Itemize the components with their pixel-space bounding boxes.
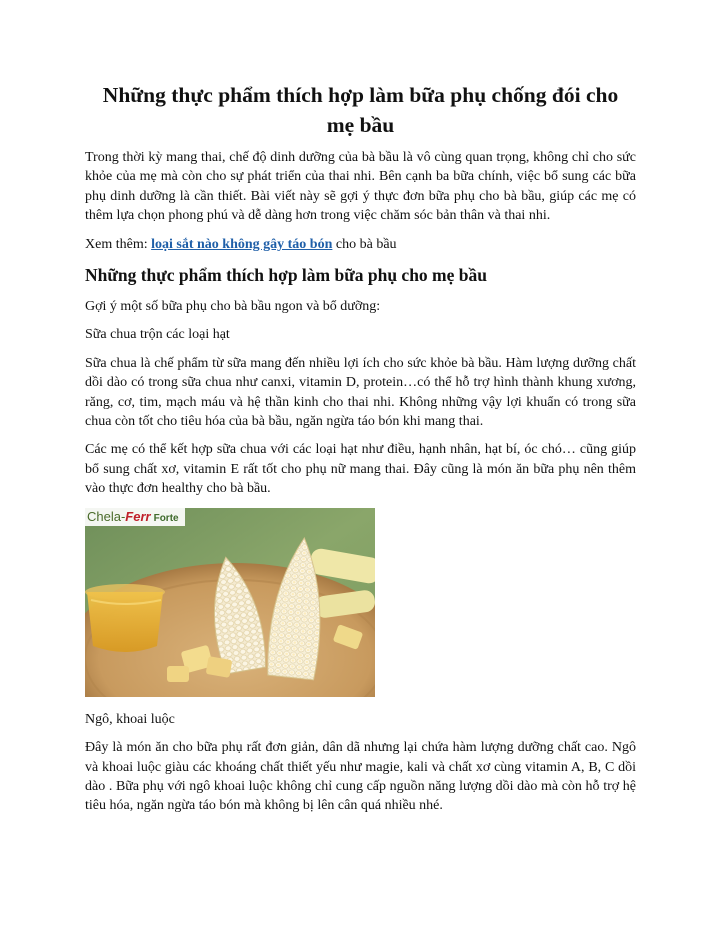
corn-photo [85, 508, 375, 697]
suggestion-paragraph: Gợi ý một số bữa phụ cho bà bầu ngon và bổ dưỡng: [85, 299, 381, 315]
item2-paragraph-1: Đây là món ăn cho bữa phụ rất đơn giản, dân dã nhưng lại chứa hàm lượng dưỡng chất cao. Ngô và khoai luộc giàu các khoáng chất thiết yếu như magie, kali và chất xơ cùng vitamin A, B, C dồi dào . Bữa phụ với ngô khoai luộc không chỉ cung cấp nguồn năng lượng dồi dào mà còn hỗ trợ hệ tiêu hóa, ngăn ngừa táo bón mà không bị lên cân quá nhiều nhé. [85, 740, 636, 814]
see-also-link[interactable]: loại sắt nào không gây táo bón [151, 236, 333, 252]
see-also-prefix: Xem thêm: [85, 236, 152, 252]
item1-title: Sữa chua trộn các loại hạt [85, 327, 230, 343]
item1-paragraph-2: Các mẹ có thể kết hợp sữa chua với các loại hạt như điều, hạnh nhân, hạt bí, óc chó… cũng giúp bổ sung chất xơ, vitamin E rất tốt cho phụ nữ mang thai. Đây cũng là món ăn bữa phụ nên thêm vào thực đơn healthy cho bà bầu. [85, 442, 636, 497]
brand-part-2: Ferr [125, 508, 151, 524]
item2-title: Ngô, khoai luộc [85, 711, 175, 727]
see-also-suffix: cho bà bầu [332, 236, 397, 252]
section-heading: Những thực phẩm thích hợp làm bữa phụ cho mẹ bầu [85, 265, 487, 286]
see-also-line [85, 235, 636, 254]
brand-part-3: Forte [153, 512, 179, 524]
brand-part-1: Chela- [87, 508, 126, 524]
brand-watermark [85, 508, 185, 526]
article-title: Những thực phẩm thích hợp làm bữa phụ chống đói cho mẹ bầu [102, 83, 619, 137]
intro-paragraph: Trong thời kỳ mang thai, chế độ dinh dưỡng của bà bầu là vô cùng quan trọng, không chỉ cho sức khỏe của mẹ mà còn cho sự phát triển của thai nhi. Bên cạnh ba bữa chính, việc bổ sung các bữa phụ dinh dưỡng là cần thiết. Bài viết này sẽ gợi ý thực đơn bữa phụ cho bà bầu, giúp các mẹ có thêm lựa chọn phong phú và dễ dàng hơn trong việc chăm sóc bản thân và thai nhi. [85, 150, 636, 224]
item1-paragraph-1: Sữa chua là chế phẩm từ sữa mang đến nhiều lợi ích cho sức khỏe bà bầu. Hàm lượng dưỡng chất dồi dào có trong sữa chua như canxi, vitamin D, protein…có thể hỗ trợ hình thành khung xương, răng, cơ, tim, mạch máu và hệ thần kinh cho thai nhi. Không những vậy lợi khuẩn có trong sữa chua còn tốt cho tiêu hóa của bà bầu, ngăn ngừa táo bón khi mang thai. [85, 355, 636, 430]
corn-photo-icon [85, 508, 375, 697]
article-body [85, 80, 636, 825]
